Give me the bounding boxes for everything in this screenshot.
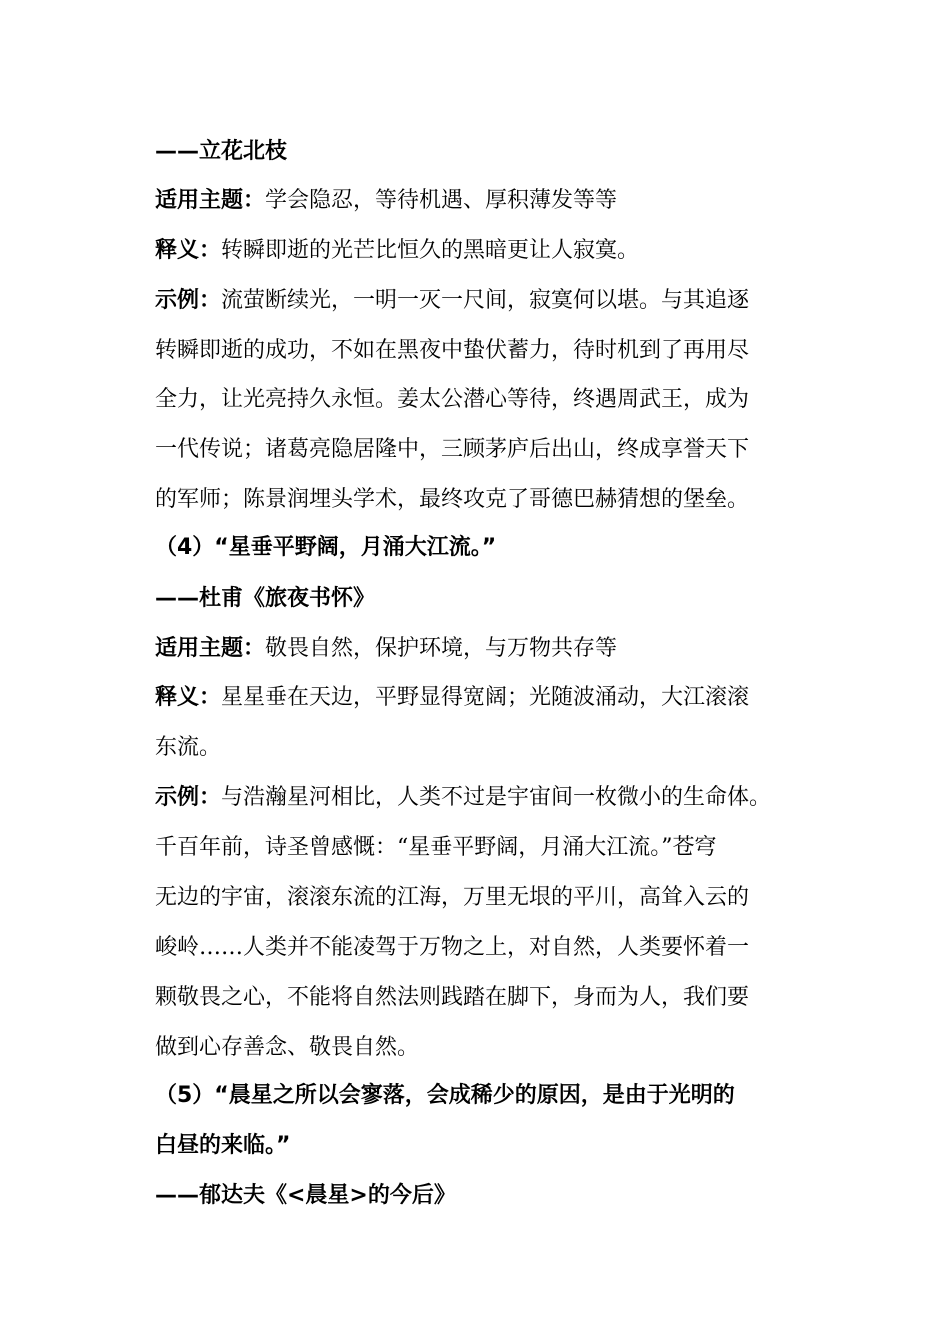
meaning-line-s3 (155, 236, 639, 266)
meaning-label: 释义： (155, 238, 222, 263)
example-label: 示例： (155, 288, 222, 313)
meaning-label: 释义： (155, 685, 222, 710)
example-label: 示例： (155, 785, 222, 810)
meaning-text: 星星垂在天边，平野显得宽阔；光随波涌动，大江滚滚 (221, 685, 750, 710)
meaning-line-s4-1 (155, 683, 749, 713)
example-line-s3-2: 转瞬即逝的成功，不如在黑夜中蛰伏蓄力，待时机到了再用尽 (155, 338, 750, 363)
example-line-s4-5: 颗敬畏之心，不能将自然法则践踏在脚下，身而为人，我们要 (155, 985, 750, 1010)
example-line-s4-1 (155, 783, 771, 813)
example-text: 流萤断续光，一明一灭一尺间，寂寞何以堪。与其追逐 (221, 288, 750, 313)
quote-s5-line2: 白昼的来临。” (155, 1133, 291, 1158)
theme-line-s3 (155, 186, 617, 216)
example-line-s4-2: 千百年前，诗圣曾感慨：“星垂平野阔，月涌大江流。”苍穹 (155, 835, 717, 860)
theme-label: 适用主题： (155, 188, 266, 213)
example-line-s3-1 (155, 286, 749, 316)
example-text: 与浩瀚星河相比，人类不过是宇宙间一枚微小的生命体。 (221, 785, 772, 810)
meaning-line-s4-2: 东流。 (155, 735, 222, 760)
theme-text: 敬畏自然，保护环境，与万物共存等 (265, 636, 618, 661)
example-line-s3-4: 一代传说；诸葛亮隐居隆中，三顾茅庐后出山，终成享誉天下 (155, 437, 750, 462)
example-line-s4-4: 峻岭……人类并不能凌驾于万物之上，对自然，人类要怀着一 (155, 935, 750, 960)
example-line-s4-3: 无边的宇宙，滚滚东流的江海，万里无垠的平川，高耸入云的 (155, 885, 750, 910)
meaning-text: 转瞬即逝的光芒比恒久的黑暗更让人寂寞。 (221, 238, 640, 263)
attribution-s3: ——立花北枝 (155, 139, 288, 164)
theme-line-s4 (155, 634, 617, 664)
theme-text: 学会隐忍，等待机遇、厚积薄发等等 (265, 188, 618, 213)
quote-s4: （4）“星垂平野阔，月涌大江流。” (155, 535, 497, 560)
attribution-s4: ——杜甫《旅夜书怀》 (155, 586, 376, 611)
example-line-s4-6: 做到心存善念、敬畏自然。 (155, 1035, 420, 1060)
theme-label: 适用主题： (155, 636, 266, 661)
example-line-s3-5: 的军师；陈景润埋头学术，最终攻克了哥德巴赫猜想的堡垒。 (155, 487, 750, 512)
quote-s5-line1: （5）“晨星之所以会寥落，会成稀少的原因，是由于光明的 (155, 1083, 735, 1108)
example-line-s3-3: 全力，让光亮持久永恒。姜太公潜心等待，终遇周武王，成为 (155, 387, 750, 412)
attribution-s5: ——郁达夫《<晨星>的今后》 (155, 1183, 456, 1208)
